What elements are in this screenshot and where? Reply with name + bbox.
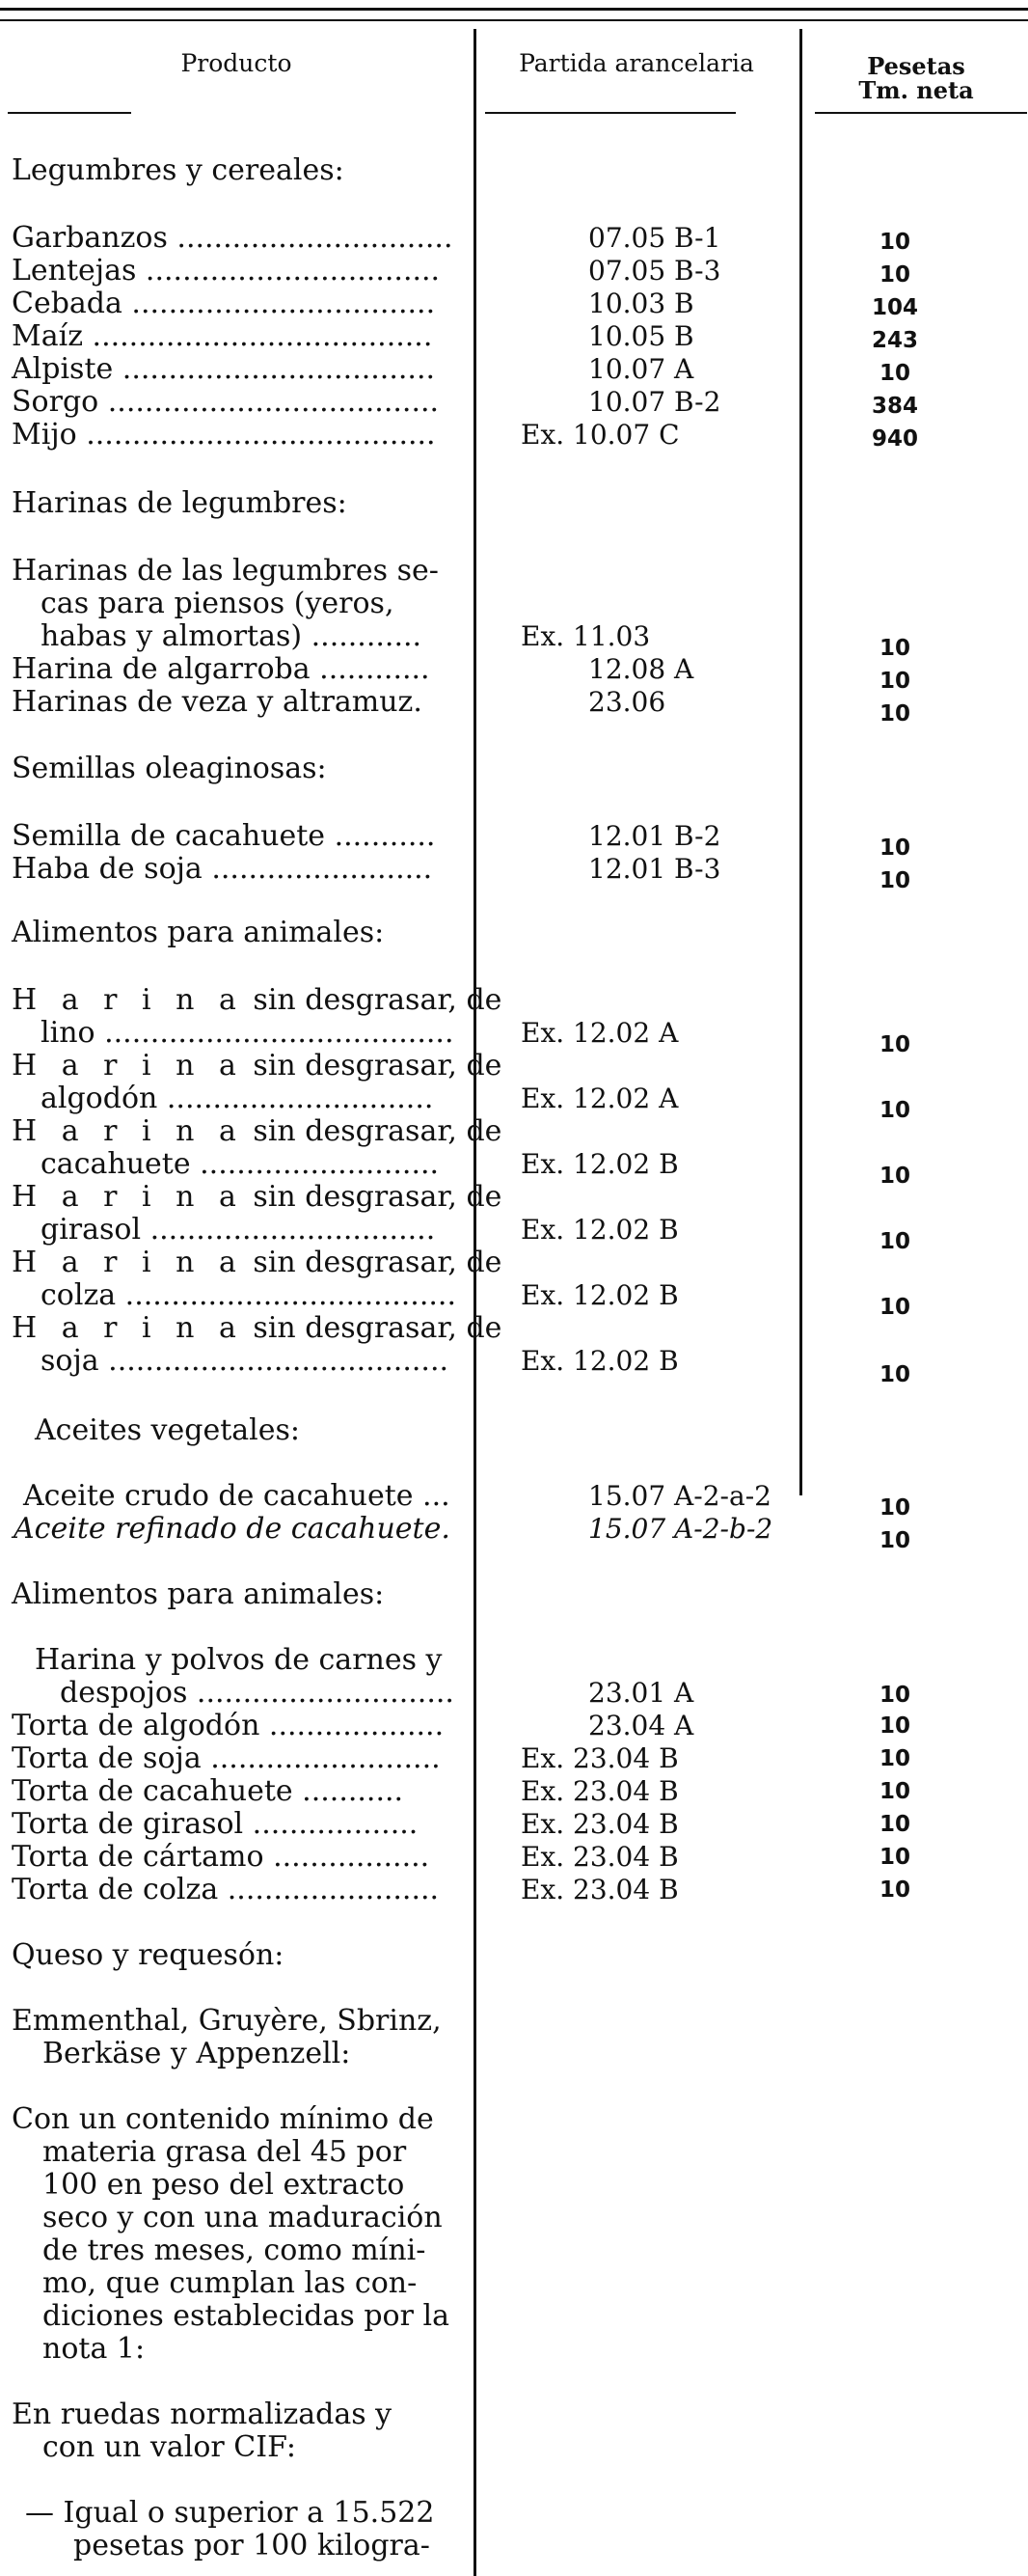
pesetas-cell: 10 xyxy=(879,1683,910,1708)
top-rule-2 xyxy=(0,19,1028,21)
partida-cell: 23.04 A xyxy=(588,1710,694,1741)
producto-cell: cacahuete .......................... xyxy=(41,1147,440,1181)
pesetas-cell: 10 xyxy=(879,1713,910,1739)
queso-conditions xyxy=(12,2103,465,2366)
producto-cell: Maíz ..................................... xyxy=(12,319,433,353)
producto-cell: colza .................................... xyxy=(41,1278,456,1312)
table-row xyxy=(0,1775,1028,1808)
producto-cell xyxy=(12,1180,502,1214)
queso-varieties xyxy=(12,2005,465,2070)
text-line: — Igual o superior a 15.522 xyxy=(25,2496,435,2530)
producto-cell: Torta de colza ....................... xyxy=(12,1873,440,1906)
text-line: mo, que cumplan las con- xyxy=(42,2266,418,2300)
producto-cell: Torta de cacahuete ........... xyxy=(12,1774,404,1808)
text-line: nota 1: xyxy=(42,2332,146,2366)
producto-cell: Aceite crudo de cacahuete ... xyxy=(23,1479,450,1513)
pesetas-cell: 940 xyxy=(871,426,918,452)
harina-word: H a r i n a xyxy=(12,1246,244,1279)
header-pesetas: Pesetas xyxy=(867,52,965,80)
text-line: pesetas por 100 kilogra- xyxy=(73,2529,430,2562)
partida-cell: Ex. 23.04 B xyxy=(521,1775,679,1807)
producto-cell: Garbanzos .............................. xyxy=(12,221,453,255)
partida-cell: Ex. 12.02 B xyxy=(521,1345,679,1377)
partida-cell: Ex. 23.04 B xyxy=(521,1874,679,1905)
pesetas-cell: 10 xyxy=(879,1032,910,1057)
pesetas-cell: 10 xyxy=(879,1812,910,1837)
pesetas-cell: 10 xyxy=(879,1877,910,1903)
pesetas-cell: 10 xyxy=(879,1845,910,1870)
pesetas-cell: 10 xyxy=(879,1362,910,1387)
pesetas-cell: 10 xyxy=(879,1229,910,1254)
table-row xyxy=(0,353,1028,386)
table-row xyxy=(0,255,1028,288)
pesetas-cell: 10 xyxy=(879,361,910,386)
harina-word: H a r i n a xyxy=(12,1311,244,1345)
table-row xyxy=(0,386,1028,419)
header-underline-producto xyxy=(8,112,131,114)
table-row xyxy=(0,1710,1028,1742)
harina-rest: sin desgrasar, de xyxy=(253,1114,502,1148)
harina-word: H a r i n a xyxy=(12,1114,244,1148)
producto-cell: Semilla de cacahuete ........... xyxy=(12,819,436,853)
producto-cell: Torta de soja ......................... xyxy=(12,1741,441,1775)
pesetas-cell: 10 xyxy=(879,1495,910,1521)
table-row xyxy=(0,1874,1028,1906)
pesetas-cell: 104 xyxy=(871,295,918,320)
section-alimentos-1: Alimentos para animales: xyxy=(12,916,385,949)
pesetas-cell: 10 xyxy=(879,230,910,255)
header-underline-pesetas xyxy=(815,112,1027,114)
harina-word: H a r i n a xyxy=(12,1049,244,1082)
partida-cell: Ex. 10.07 C xyxy=(521,419,680,451)
producto-cell: habas y almortas) ............ xyxy=(41,619,422,653)
partida-cell: 10.03 B xyxy=(588,288,694,319)
pesetas-cell: 10 xyxy=(879,1779,910,1804)
producto-cell: Mijo ...................................... xyxy=(12,418,436,452)
pesetas-cell: 10 xyxy=(879,1746,910,1771)
text-line: En ruedas normalizadas y xyxy=(12,2398,392,2431)
text-line: materia grasa del 45 por xyxy=(42,2135,407,2169)
partida-cell: 10.07 A xyxy=(588,353,694,385)
queso-ruedas xyxy=(12,2398,465,2464)
partida-cell: 07.05 B-3 xyxy=(588,255,721,287)
text-line: con un valor CIF: xyxy=(42,2430,296,2464)
producto-cell: Lentejas ................................ xyxy=(12,254,441,288)
partida-cell: Ex. 23.04 B xyxy=(521,1808,679,1840)
section-semillas: Semillas oleaginosas: xyxy=(12,752,327,785)
table-row xyxy=(0,1742,1028,1775)
table-row xyxy=(0,1808,1028,1841)
pesetas-cell: 10 xyxy=(879,1098,910,1123)
pesetas-cell: 10 xyxy=(879,636,910,661)
producto-cell: Harina y polvos de carnes y xyxy=(35,1643,443,1677)
producto-cell xyxy=(12,1114,502,1148)
producto-cell: Torta de algodón ................... xyxy=(12,1709,445,1742)
producto-cell: Harinas de veza y altramuz. xyxy=(12,685,422,719)
text-line: Berkäse y Appenzell: xyxy=(42,2037,351,2070)
partida-cell: 12.08 A xyxy=(588,653,694,685)
harina-rest: sin desgrasar, de xyxy=(253,983,502,1017)
table-row xyxy=(0,222,1028,255)
header-tm-neta: Tm. neta xyxy=(858,76,974,104)
table-row xyxy=(0,419,1028,452)
partida-cell: Ex. 23.04 B xyxy=(521,1841,679,1873)
producto-cell xyxy=(12,1311,502,1345)
partida-cell: Ex. 11.03 xyxy=(521,620,651,652)
harina-word: H a r i n a xyxy=(12,1180,244,1214)
partida-cell: 23.06 xyxy=(588,686,666,718)
section-alimentos-2: Alimentos para animales: xyxy=(12,1577,385,1611)
producto-cell: cas para piensos (yeros, xyxy=(41,587,394,620)
producto-cell: Aceite refinado de cacahuete. xyxy=(14,1512,450,1546)
pesetas-cell: 10 xyxy=(879,1164,910,1189)
partida-cell: Ex. 23.04 B xyxy=(521,1742,679,1774)
pesetas-cell: 10 xyxy=(879,868,910,893)
producto-cell: despojos ............................ xyxy=(60,1676,454,1710)
producto-cell: Harina de algarroba ............ xyxy=(12,652,430,686)
pesetas-cell: 10 xyxy=(879,836,910,861)
section-legumbres: Legumbres y cereales: xyxy=(12,153,344,187)
partida-cell: 12.01 B-2 xyxy=(588,820,721,852)
producto-cell: Torta de girasol .................. xyxy=(12,1807,419,1841)
producto-cell xyxy=(12,1246,502,1279)
table-row xyxy=(0,288,1028,320)
section-queso: Queso y requesón: xyxy=(12,1938,284,1972)
section-aceites: Aceites vegetales: xyxy=(35,1413,301,1447)
text-line: diciones establecidas por la xyxy=(42,2299,449,2333)
producto-cell: Sorgo .................................... xyxy=(12,385,440,419)
header-partida: Partida arancelaria xyxy=(519,49,754,77)
partida-cell: Ex. 12.02 B xyxy=(521,1279,679,1311)
producto-cell: algodón ............................. xyxy=(41,1082,434,1115)
partida-cell: 10.07 B-2 xyxy=(588,386,721,418)
text-line: Con un contenido mínimo de xyxy=(12,2102,434,2136)
producto-cell: girasol ............................... xyxy=(41,1213,436,1247)
pesetas-cell: 10 xyxy=(879,701,910,726)
partida-cell: 23.01 A xyxy=(588,1677,694,1709)
harina-rest: sin desgrasar, de xyxy=(253,1180,502,1214)
section-harinas-legumbres: Harinas de legumbres: xyxy=(12,486,347,520)
queso-valor xyxy=(25,2497,478,2562)
pesetas-cell: 10 xyxy=(879,1295,910,1320)
text-line: de tres meses, como míni- xyxy=(42,2233,426,2267)
partida-cell: Ex. 12.02 A xyxy=(521,1082,679,1114)
text-line: seco y con una maduración xyxy=(42,2201,443,2234)
producto-cell: lino ...................................... xyxy=(41,1016,454,1050)
harina-rest: sin desgrasar, de xyxy=(253,1311,502,1345)
partida-cell: Ex. 12.02 B xyxy=(521,1148,679,1180)
pesetas-cell: 243 xyxy=(871,328,918,353)
producto-cell: Haba de soja ........................ xyxy=(12,852,433,886)
pesetas-cell: 384 xyxy=(871,394,918,419)
text-line: Emmenthal, Gruyère, Sbrinz, xyxy=(12,2004,442,2038)
partida-cell: Ex. 12.02 A xyxy=(521,1017,679,1049)
partida-cell: 10.05 B xyxy=(588,320,694,352)
pesetas-cell: 10 xyxy=(879,1528,910,1553)
producto-cell: Harinas de las legumbres se- xyxy=(12,554,439,588)
partida-cell: 15.07 A-2-a-2 xyxy=(588,1480,771,1512)
header-producto: Producto xyxy=(180,49,292,77)
producto-cell xyxy=(12,983,502,1017)
table-row xyxy=(0,1841,1028,1874)
producto-cell: Alpiste .................................. xyxy=(12,352,436,386)
producto-cell: Torta de cártamo ................. xyxy=(12,1840,430,1874)
producto-cell xyxy=(12,1049,502,1082)
partida-cell: Ex. 12.02 B xyxy=(521,1214,679,1246)
top-rule-1 xyxy=(0,8,1028,11)
harina-word: H a r i n a xyxy=(12,983,244,1017)
producto-cell: soja ..................................... xyxy=(41,1344,449,1378)
pesetas-cell: 10 xyxy=(879,669,910,694)
table-row xyxy=(0,320,1028,353)
producto-cell: Cebada ................................. xyxy=(12,287,436,320)
partida-cell: 15.07 A-2-b-2 xyxy=(588,1513,773,1545)
header-underline-partida xyxy=(485,112,736,114)
text-line: 100 en peso del extracto xyxy=(42,2168,405,2202)
partida-cell: 12.01 B-3 xyxy=(588,853,721,885)
harina-rest: sin desgrasar, de xyxy=(253,1049,502,1082)
partida-cell: 07.05 B-1 xyxy=(588,222,721,254)
pesetas-cell: 10 xyxy=(879,262,910,288)
harina-rest: sin desgrasar, de xyxy=(253,1246,502,1279)
